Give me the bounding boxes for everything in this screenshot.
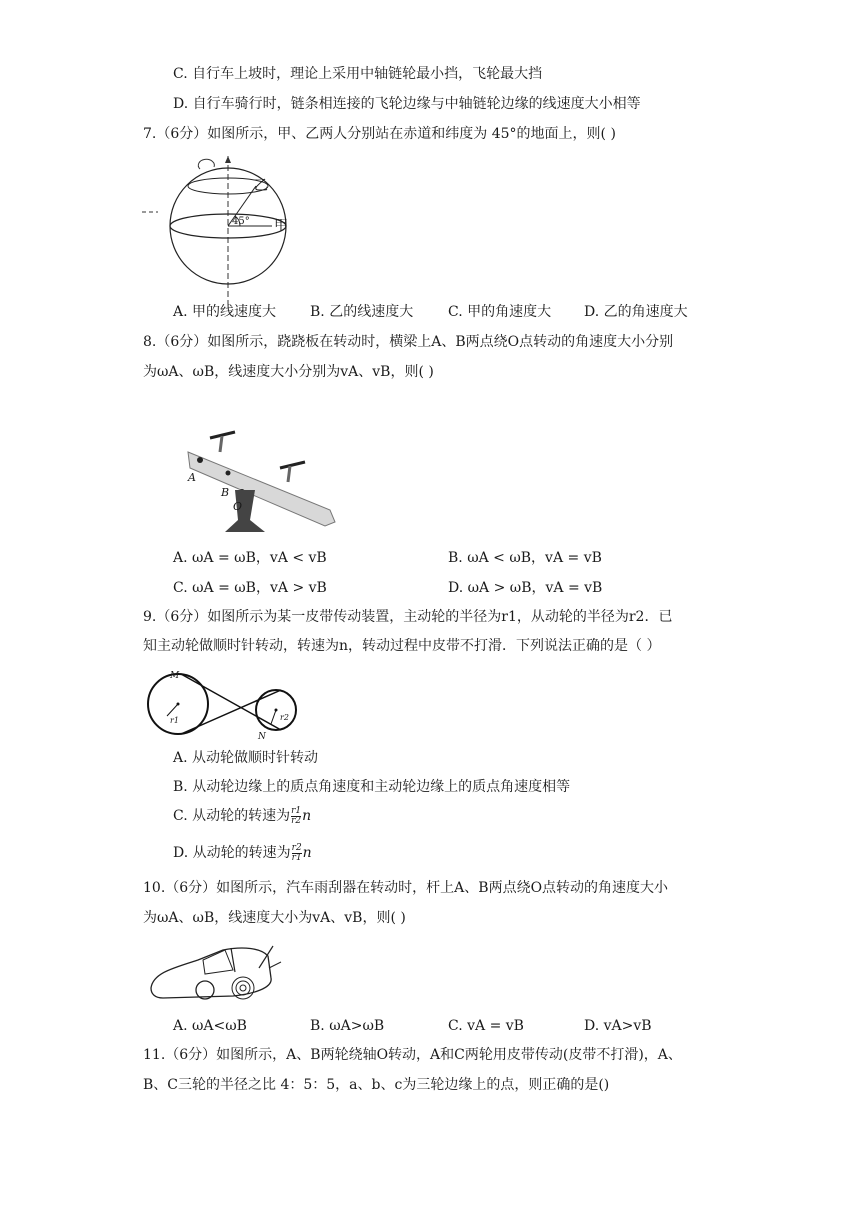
- q7-stem: 7.（6分）如图所示，甲、乙两人分别站在赤道和纬度为 45°的地面上，则( ): [143, 126, 616, 142]
- q10-car-figure: [143, 938, 283, 1008]
- q7-option-a: A. 甲的线速度大: [173, 304, 277, 320]
- q9-option-c-text: C. 从动轮的转速为: [173, 808, 291, 824]
- q8-stem-line-1: 8.（6分）如图所示，跷跷板在转动时，横梁上A、B两点绕O点转动的角速度大小分别: [143, 334, 674, 350]
- q9-option-d-denominator: r1: [291, 852, 302, 863]
- q9-option-c-denominator: r2: [291, 815, 302, 826]
- q9-stem-line-2: 知主动轮做顺时针转动，转速为n，转动过程中皮带不打滑．下列说法正确的是（ ）: [143, 638, 661, 654]
- q8-option-b: B. ωA < ωB，vA = vB: [448, 550, 602, 566]
- q7-option-b: B. 乙的线速度大: [310, 304, 414, 320]
- q8-seesaw-figure: [180, 430, 345, 540]
- q7-angle-label: 45°: [232, 216, 250, 227]
- q9-option-d: [173, 843, 312, 863]
- q6-option-c: C. 自行车上坡时，理论上采用中轴链轮最小挡，飞轮最大挡: [173, 66, 543, 82]
- q6-option-d: D. 自行车骑行时，链条相连接的飞轮边缘与中轴链轮边缘的线速度大小相等: [173, 96, 641, 112]
- q7-option-d: D. 乙的角速度大: [584, 304, 688, 320]
- q9-option-d-fraction: [292, 844, 302, 863]
- q9-belt-figure: [143, 664, 303, 744]
- q9-option-a: A. 从动轮做顺时针转动: [173, 750, 319, 766]
- q7-option-c: C. 甲的角速度大: [448, 304, 552, 320]
- q9-option-c: [173, 806, 311, 826]
- q10-stem-line-1: 10.（6分）如图所示，汽车雨刮器在转动时，杆上A、B两点绕O点转动的角速度大小: [143, 880, 669, 896]
- q9-label-r1: r1: [170, 716, 179, 725]
- q8-label-a: A: [188, 471, 196, 484]
- q11-stem-line-2: B、C三轮的半径之比 4：5：5，a、b、c为三轮边缘上的点，则正确的是(): [143, 1077, 610, 1093]
- q7-label-yi: 乙: [254, 178, 268, 194]
- q10-option-c: C. vA = vB: [448, 1018, 524, 1034]
- q9-option-b: B. 从动轮边缘上的质点角速度和主动轮边缘上的质点角速度相等: [173, 779, 571, 795]
- q8-option-c: C. ωA = ωB，vA > vB: [173, 580, 327, 596]
- q10-option-a: A. ωA<ωB: [173, 1018, 247, 1034]
- q8-stem-line-2: 为ωA、ωB，线速度大小分别为vA、vB，则( ): [143, 364, 434, 380]
- q8-label-o: O: [233, 500, 243, 513]
- q9-label-r2: r2: [280, 713, 289, 722]
- q10-option-b: B. ωA>ωB: [310, 1018, 385, 1034]
- q9-option-d-text: D. 从动轮的转速为: [173, 845, 291, 861]
- q9-label-m: M: [170, 671, 180, 681]
- q9-option-c-fraction: [291, 807, 301, 826]
- q9-option-c-variable: n: [302, 808, 312, 824]
- q10-option-d: D. vA>vB: [584, 1018, 652, 1034]
- q8-label-b: B: [221, 486, 230, 499]
- q7-label-jia: 甲: [274, 218, 288, 234]
- q9-label-n: N: [258, 732, 266, 742]
- q8-option-d: D. ωA > ωB，vA = vB: [448, 580, 603, 596]
- q9-option-d-numerator: r2: [291, 842, 302, 853]
- q9-option-d-variable: n: [302, 845, 312, 861]
- q10-stem-line-2: 为ωA、ωB，线速度大小为vA、vB，则( ): [143, 910, 406, 926]
- q11-stem-line-1: 11.（6分）如图所示，A、B两轮绕轴O转动，A和C两轮用皮带传动(皮带不打滑)，A、: [143, 1047, 682, 1063]
- q8-option-a: A. ωA = ωB，vA < vB: [173, 550, 327, 566]
- q9-option-c-numerator: r1: [291, 805, 302, 816]
- q9-stem-line-1: 9.（6分）如图所示为某一皮带传动装置，主动轮的半径为r1，从动轮的半径为r2．已: [143, 609, 673, 625]
